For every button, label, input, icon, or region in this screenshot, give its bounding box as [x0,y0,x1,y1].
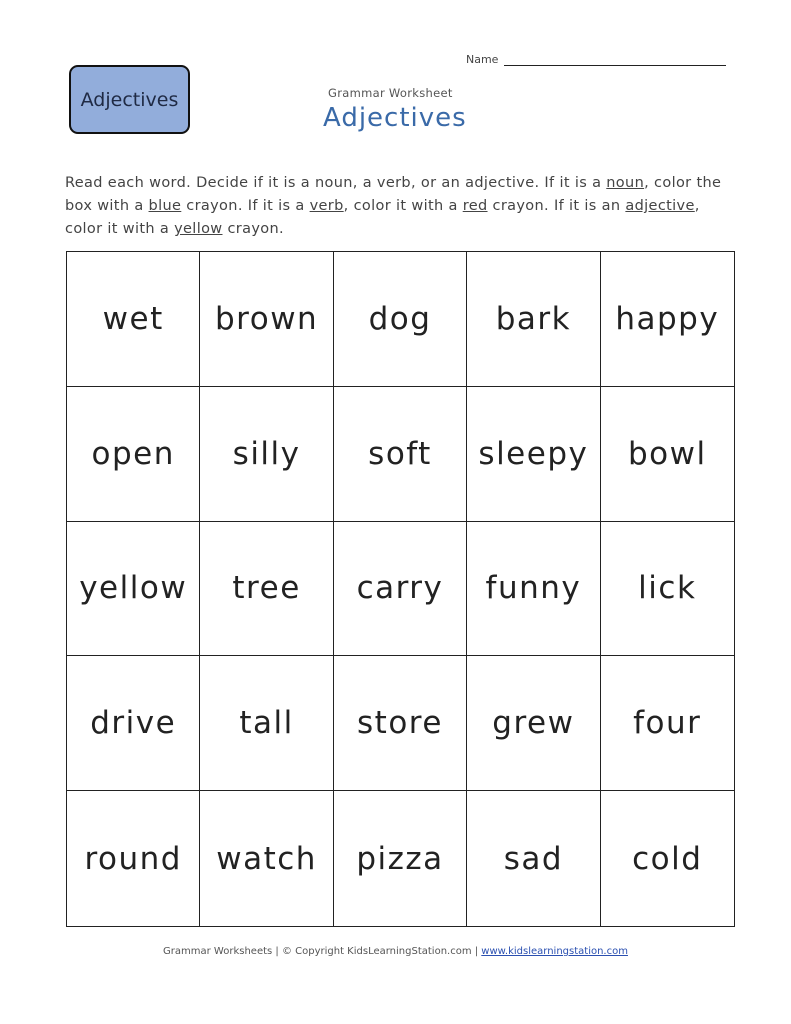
adjective-underlined: adjective [625,198,695,214]
word-cell[interactable]: store [334,656,467,791]
word-cell[interactable]: sleepy [467,387,600,522]
word-cell[interactable]: sad [467,791,600,926]
blue-underlined: blue [148,198,182,214]
word-cell[interactable]: happy [601,252,734,387]
name-line[interactable] [504,53,726,66]
word-cell[interactable]: soft [334,387,467,522]
red-underlined: red [462,198,488,214]
worksheet-subtitle: Grammar Worksheet [328,86,453,100]
word-cell[interactable]: round [67,791,200,926]
instructions-text: Read each word. Decide if it is a noun, a verb, or an adjective. If it is a [65,175,607,191]
word-cell[interactable]: open [67,387,200,522]
word-cell[interactable]: tall [200,656,333,791]
word-cell[interactable]: pizza [334,791,467,926]
word-cell[interactable]: tree [200,522,333,657]
word-cell[interactable]: brown [200,252,333,387]
word-cell[interactable]: drive [67,656,200,791]
instructions-text: , color it with a [65,198,700,237]
footer [0,946,791,957]
footer-copyright: Grammar Worksheets | © Copyright KidsLearningStation.com | [163,946,482,957]
word-cell[interactable]: carry [334,522,467,657]
word-cell[interactable]: yellow [67,522,200,657]
word-cell[interactable]: cold [632,840,703,877]
word-cell[interactable]: bowl [601,387,734,522]
word-cell[interactable]: funny [467,522,600,657]
word-cell[interactable]: dog [334,252,467,387]
word-cell[interactable]: bark [467,252,600,387]
word-cell[interactable]: four [601,656,734,791]
worksheet-title: Adjectives [323,103,467,133]
yellow-underlined: yellow [174,221,223,237]
word-cell[interactable]: silly [200,387,333,522]
verb-underlined: verb [309,198,344,214]
word-grid [66,251,735,927]
word-cell[interactable]: grew [467,656,600,791]
name-field[interactable] [466,53,726,66]
noun-underlined: noun [606,175,645,191]
instructions-text: crayon. If it is an [487,198,626,214]
name-label: Name [466,53,499,66]
topic-badge: Adjectives [69,65,190,134]
instructions-text: crayon. If it is a [181,198,310,214]
word-cell[interactable]: wet [67,252,200,387]
footer-link[interactable]: www.kidslearningstation.com [481,946,628,957]
instructions-text: crayon. [222,221,284,237]
instructions-text: , color it with a [343,198,463,214]
instructions-text: , color the box with a [65,175,722,214]
word-cell[interactable]: watch [200,791,333,926]
instructions [65,172,735,241]
word-cell[interactable]: lick [601,522,734,657]
